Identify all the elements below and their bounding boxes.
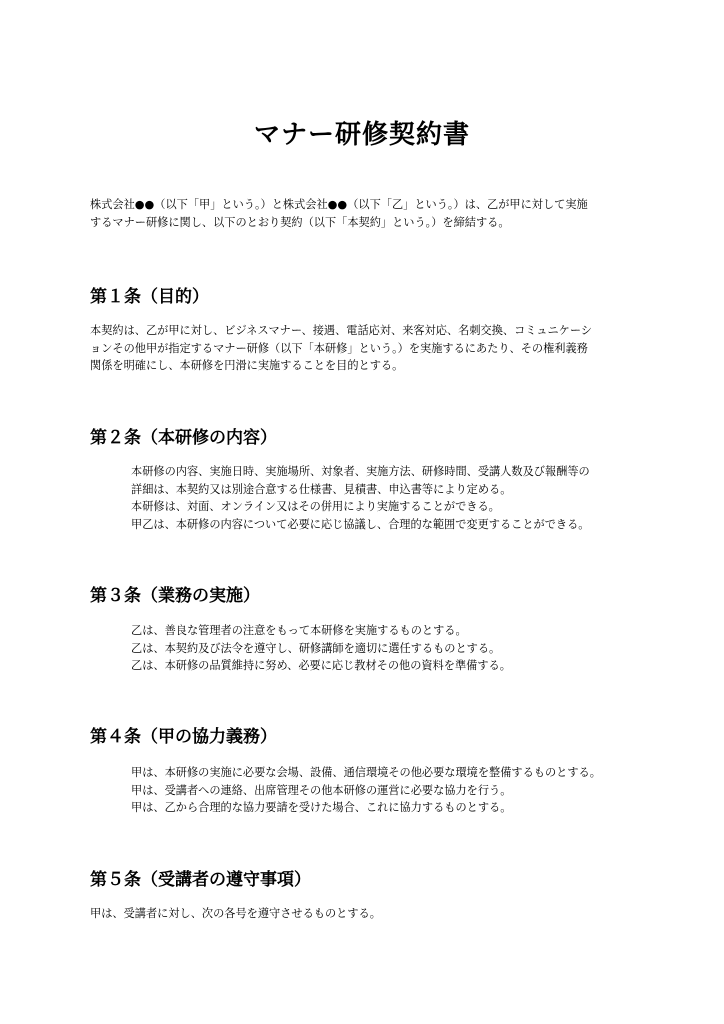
- article-5-body-line: 甲は、受講者に対し、次の各号を遵守させるものとする。: [90, 907, 381, 920]
- article-3-item: 乙は、善良な管理者の注意をもって本研修を実施するものとする。: [131, 624, 467, 637]
- article-1-body-line: 本契約は、乙が甲に対し、ビジネスマナー、接遇、電話応対、来客対応、名刺交換、コミュニケーシ: [90, 324, 592, 337]
- article-4-heading: 第４条（甲の協力義務）: [90, 727, 277, 747]
- preamble-line: するマナー研修に関し、以下のとおり契約（以下「本契約」という。）を締結する。: [90, 215, 510, 229]
- article-2-items: [131, 463, 691, 533]
- article-4-item: 甲は、乙から合理的な協力要請を受けた場合、これに協力するものとする。: [131, 801, 512, 814]
- preamble: [90, 196, 650, 231]
- article-3-items: [131, 622, 691, 675]
- article-3-item: 乙は、本研修の品質維持に努め、必要に応じ教材その他の資料を準備する。: [131, 659, 511, 672]
- article-4-item: 甲は、受講者への連絡、出席管理その他本研修の運営に必要な協力を行う。: [131, 783, 512, 797]
- article-1-body: [90, 322, 650, 375]
- article-1-heading: 第１条（目的）: [90, 287, 209, 307]
- article-3-item: 乙は、本契約及び法令を遵守し、研修講師を適切に選任するものとする。: [131, 641, 501, 655]
- document-title: マナー研修契約書: [253, 120, 470, 150]
- article-2-heading: 第２条（本研修の内容）: [90, 428, 277, 448]
- article-2-item: 本研修の内容、実施日時、実施場所、対象者、実施方法、研修時間、受講人数及び報酬等の: [131, 465, 590, 478]
- article-2-item: 甲乙は、本研修の内容について必要に応じ協議し、合理的な範囲で変更することができる。: [131, 517, 590, 531]
- article-4-items: [131, 764, 691, 817]
- article-5-heading: 第５条（受講者の遵守事項）: [90, 870, 311, 890]
- article-3-heading: 第３条（業務の実施）: [90, 586, 260, 606]
- article-1-body-line: 関係を明確にし、本研修を円滑に実施することを目的とする。: [90, 359, 404, 372]
- article-5-body: [90, 905, 650, 923]
- article-2-item: 詳細は、本契約又は別途合意する仕様書、見積書、申込書等により定める。: [131, 482, 512, 496]
- article-4-item: 甲は、本研修の実施に必要な会場、設備、通信環境その他必要な環境を整備するものとする。: [131, 766, 601, 779]
- article-2-item: 本研修は、対面、オンライン又はその併用により実施することができる。: [131, 500, 500, 513]
- article-1-body-line: ョンその他甲が指定するマナー研修（以下「本研修」という。）を実施するにあたり、その権利義務: [90, 341, 588, 355]
- preamble-line: 株式会社●●（以下「甲」という。）と株式会社●●（以下「乙」という。）は、乙が甲に対して実施: [90, 198, 588, 211]
